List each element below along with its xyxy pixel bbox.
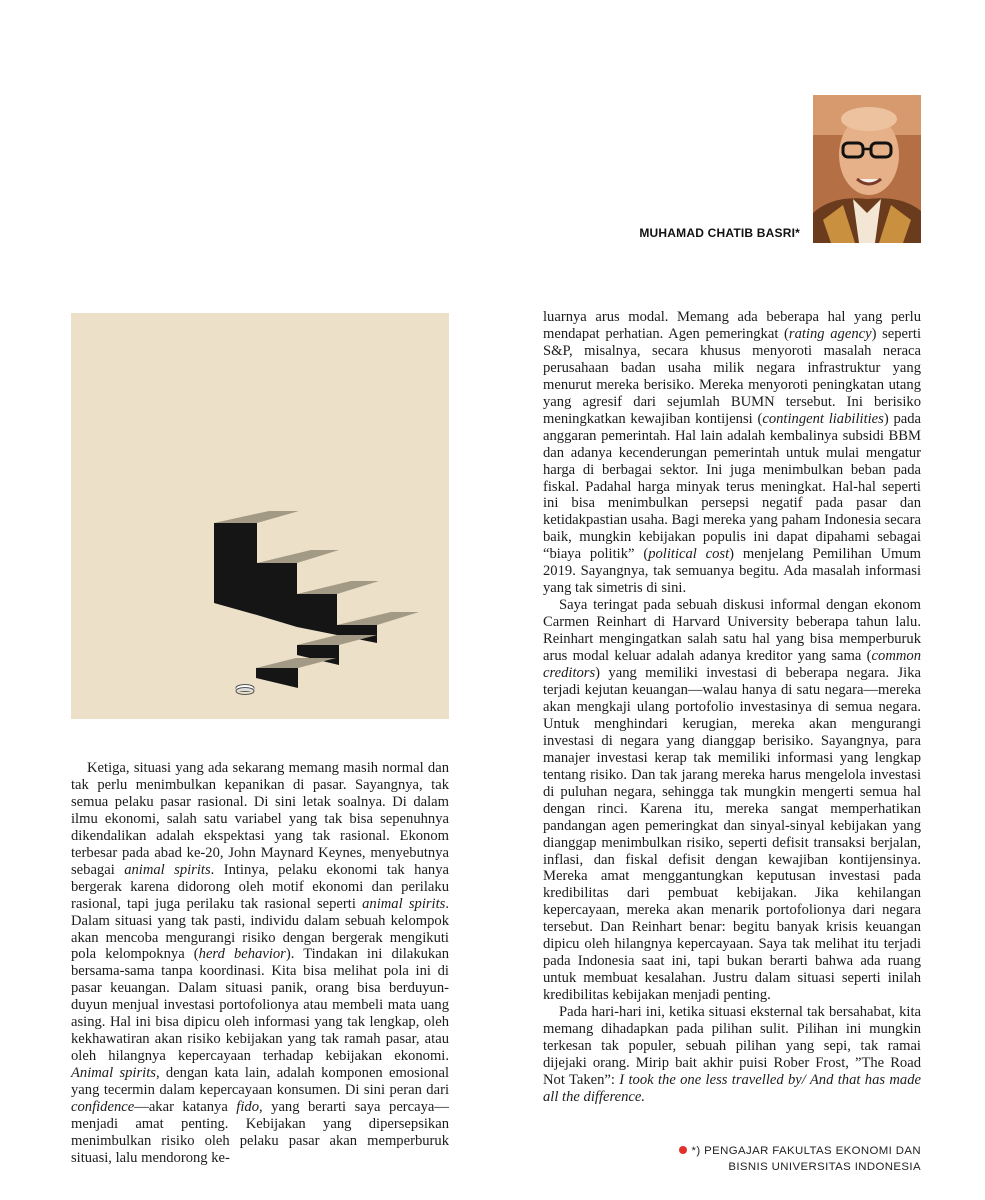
paragraph: Pada hari-hari ini, ketika situasi eksternal tak bersahabat, kita memang dihadapkan pada pilihan sulit. Pilihan ini mungkin terkesan tak populer, sebuah pilihan yang sepi, tak ramai dijejaki orang. Mirip bait akhir puisi Rober Frost, ”The Road Not Taken”: I took the one less travelled by/ And that has made all the difference. — [543, 1004, 922, 1105]
paragraph: Ketiga, situasi yang ada sekarang memang masih normal dan tak perlu menimbulkan kepanikan di pasar. Sayangnya, tak semua pelaku pasar rasional. Di sini letak soalnya. Di dalam ilmu ekonomi, salah satu variabel yang tak bisa sepenuhnya dikendalikan adalah ekspektasi yang tak rasional. Ekonom terbesar pada abad ke-20, John Maynard Keynes, menyebutnya sebagai animal spirits. Intinya, pelaku ekonomi tak hanya bergerak karena didorong oleh motif ekonomi dan perilaku rasional, tapi juga perilaku tak rasional seperti animal spirits. Dalam situasi yang tak pasti, individu dalam sebuah kelompok akan mencoba mengurangi risiko dengan bergerak mengikuti pola kelompoknya (herd behavior). Tindakan ini dilakukan bersama-sama tanpa koordinasi. Kita bisa melihat pola ini di pasar keuangan. Dalam situasi panik, orang bisa berduyun-duyun menjual investasi portofolionya atau membeli mata uang asing. Hal ini bisa dipicu oleh informasi yang tak lengkap, oleh kekhawatiran akan risiko kebijakan yang tak ramah pasar, atau oleh hilangnya kepercayaan terhadap kebijakan ekonomi. Animal spirits, dengan kata lain, adalah komponen emosional yang tecermin dalam kepercayaan konsumen. Di sini peran dari confidence—akar katanya fido, yang berarti saya percaya—menjadi amat penting. Kebijakan yang dipersepsikan menimbulkan risiko oleh pelaku pasar akan memperburuk situasi, lalu mendorong ke- — [71, 760, 450, 1166]
left-text-column — [71, 760, 449, 1167]
right-text-column — [543, 309, 921, 1106]
staircase-icon — [71, 313, 449, 719]
author-photo — [813, 95, 921, 243]
author-portrait-icon — [813, 95, 921, 243]
paragraph: luarnya arus modal. Memang ada beberapa hal yang perlu mendapat perhatian. Agen pemeringkat (rating agency) seperti S&P, misalnya, secara khusus menyoroti masalah neraca perusahaan badan usaha milik negara infrastruktur yang menurut mereka berisiko. Mereka menyoroti peningkatan utang yang agresif dari sejumlah BUMN tersebut. Ini berisiko meningkatkan kewajiban kontijensi (contingent liabilities) pada anggaran pemerintah. Hal lain adalah kembalinya subsidi BBM dan adanya kecenderungan pemerintah untuk mulai mengatur harga di berbagai sektor. Ini juga menimbulkan beban pada fiskal. Padahal harga minyak terus meningkat. Hal-hal seperti ini bisa menimbulkan persepsi negatif pada pasar dan ketidakpastian usaha. Bagi mereka yang paham Indonesia secara baik, mungkin kebijakan populis ini dapat dipahami sebagai “biaya politik” (political cost) menjelang Pemilihan Umum 2019. Sayangnya, tak semuanya begitu. Ada masalah informasi yang tak simetris di sini. — [543, 309, 922, 597]
red-dot-icon — [679, 1146, 687, 1154]
footnote-line: *) PENGAJAR FAKULTAS EKONOMI DAN — [640, 1143, 921, 1159]
footnote-line: BISNIS UNIVERSITAS INDONESIA — [728, 1161, 921, 1173]
staircase-illustration — [71, 313, 449, 719]
author-name: MUHAMAD CHATIB BASRI* — [639, 226, 800, 240]
author-footnote — [640, 1143, 921, 1175]
paragraph: Saya teringat pada sebuah diskusi informal dengan ekonom Carmen Reinhart di Harvard University beberapa tahun lalu. Reinhart mengingatkan salah satu hal yang bisa memperburuk arus modal keluar adalah adanya kreditor yang sama (common creditors) yang memiliki investasi di beberapa negara. Jika terjadi kejutan keuangan—walau hanya di satu negara—mereka akan mengkaji ulang portofolio investasinya di semua negara. Untuk menghindari kerugian, mereka akan mengurangi investasi di negara yang dianggap berisiko. Sayangnya, para manajer investasi kerap tak memiliki informasi yang lengkap tentang risiko. Dan tak jarang mereka harus mengelola investasi di puluhan negara, sehingga tak mungkin mengerti semua hal dengan rinci. Karena itu, mereka sangat memperhatikan pandangan agen pemeringkat dan sinyal-sinyal kebijakan yang dianggap menimbulkan risiko, seperti defisit transaksi berjalan, inflasi, dan fiskal defisit dengan kewajiban kontijensinya. Mereka amat menggantungkan keputusan investasi pada kredibilitas dari pembuat kebijakan. Jika kehilangan kepercayaan, mereka akan menarik portofolionya dari negara tersebut. Dan Reinhart benar: begitu banyak krisis keuangan dipicu oleh hilangnya kepercayaan. Saya tak melihat itu terjadi pada Indonesia saat ini, tapi bukan berarti bahwa ada ruang untuk membuat kesalahan. Justru dalam situasi seperti inilah kredibilitas kebijakan menjadi penting. — [543, 597, 921, 1004]
